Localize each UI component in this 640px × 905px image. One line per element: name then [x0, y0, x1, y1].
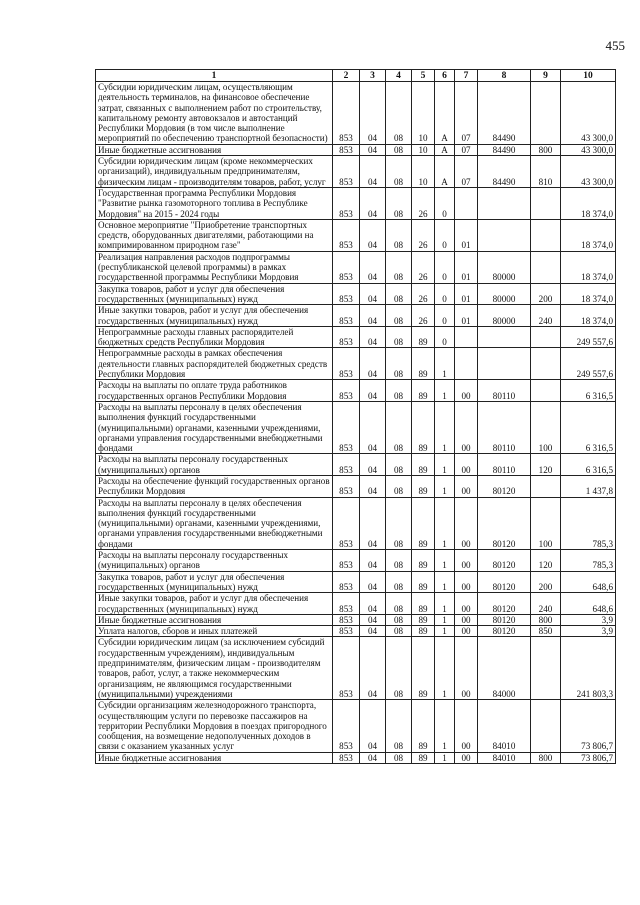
amount: 785,3	[561, 497, 616, 549]
ministry-code: 853	[333, 593, 360, 615]
subprogram-code: 1	[435, 614, 455, 625]
expense-type-code	[531, 187, 561, 219]
table-row	[96, 82, 616, 145]
activity-code: 07	[455, 82, 478, 145]
expense-type-code	[531, 637, 561, 700]
table-row	[96, 571, 616, 593]
activity-code: 00	[455, 550, 478, 572]
section-code: 04	[360, 614, 386, 625]
ministry-code: 853	[333, 251, 360, 283]
ministry-code: 853	[333, 475, 360, 497]
direction-code: 84490	[478, 144, 531, 155]
program-code: 89	[412, 593, 435, 615]
subsection-code: 08	[386, 626, 412, 637]
row-description: Расходы на выплаты персоналу государственных (муниципальных) органов	[96, 550, 333, 572]
row-description: Расходы на выплаты по оплате труда работников государственных органов Республики Мордовия	[96, 380, 333, 402]
subsection-code: 08	[386, 305, 412, 327]
section-code: 04	[360, 637, 386, 700]
program-code: 10	[412, 156, 435, 188]
direction-code	[478, 219, 531, 251]
expense-type-code: 200	[531, 571, 561, 593]
section-code: 04	[360, 144, 386, 155]
row-description: Закупка товаров, работ и услуг для обеспечения государственных (муниципальных) нужд	[96, 283, 333, 305]
table-row	[96, 454, 616, 476]
section-code: 04	[360, 626, 386, 637]
program-code: 89	[412, 614, 435, 625]
direction-code: 80120	[478, 626, 531, 637]
subprogram-code: 0	[435, 326, 455, 348]
direction-code	[478, 348, 531, 380]
direction-code: 80110	[478, 401, 531, 453]
ministry-code: 853	[333, 219, 360, 251]
direction-code: 84490	[478, 82, 531, 145]
page-number: 455	[605, 38, 625, 53]
table-row	[96, 219, 616, 251]
amount: 241 803,3	[561, 637, 616, 700]
table-row	[96, 700, 616, 752]
subsection-code: 08	[386, 454, 412, 476]
program-code: 89	[412, 752, 435, 763]
col-header: 1	[96, 70, 333, 82]
amount: 18 374,0	[561, 187, 616, 219]
program-code: 89	[412, 401, 435, 453]
col-header: 8	[478, 70, 531, 82]
subsection-code: 08	[386, 82, 412, 145]
amount: 43 300,0	[561, 156, 616, 188]
activity-code: 07	[455, 156, 478, 188]
section-code: 04	[360, 454, 386, 476]
ministry-code: 853	[333, 700, 360, 752]
subprogram-code: 0	[435, 187, 455, 219]
ministry-code: 853	[333, 380, 360, 402]
direction-code: 80000	[478, 283, 531, 305]
section-code: 04	[360, 251, 386, 283]
expense-type-code: 810	[531, 156, 561, 188]
subsection-code: 08	[386, 219, 412, 251]
direction-code: 80120	[478, 475, 531, 497]
subprogram-code: А	[435, 156, 455, 188]
col-header: 4	[386, 70, 412, 82]
section-code: 04	[360, 475, 386, 497]
direction-code: 80000	[478, 305, 531, 327]
subprogram-code: 1	[435, 401, 455, 453]
subprogram-code: 1	[435, 475, 455, 497]
program-code: 26	[412, 283, 435, 305]
expense-type-code: 800	[531, 752, 561, 763]
ministry-code: 853	[333, 454, 360, 476]
table-body	[96, 82, 616, 764]
row-description: Государственная программа Республики Мордовия "Развитие рынка газомоторного топлива в Республике Мордовия" на 2015 - 2024 годы	[96, 187, 333, 219]
activity-code	[455, 348, 478, 380]
table-row	[96, 752, 616, 763]
direction-code: 80120	[478, 614, 531, 625]
subprogram-code: 1	[435, 571, 455, 593]
amount: 6 316,5	[561, 401, 616, 453]
table-row	[96, 550, 616, 572]
direction-code: 80120	[478, 593, 531, 615]
direction-code: 80110	[478, 380, 531, 402]
activity-code	[455, 326, 478, 348]
activity-code: 07	[455, 144, 478, 155]
ministry-code: 853	[333, 614, 360, 625]
program-code: 89	[412, 348, 435, 380]
subprogram-code: 1	[435, 700, 455, 752]
subsection-code: 08	[386, 326, 412, 348]
section-code: 04	[360, 571, 386, 593]
ministry-code: 853	[333, 187, 360, 219]
activity-code	[455, 187, 478, 219]
activity-code: 01	[455, 251, 478, 283]
program-code: 26	[412, 305, 435, 327]
expense-type-code: 240	[531, 305, 561, 327]
activity-code: 01	[455, 283, 478, 305]
expense-type-code	[531, 251, 561, 283]
direction-code: 80110	[478, 454, 531, 476]
row-description: Уплата налогов, сборов и иных платежей	[96, 626, 333, 637]
col-header: 10	[561, 70, 616, 82]
subsection-code: 08	[386, 156, 412, 188]
section-code: 04	[360, 752, 386, 763]
activity-code: 00	[455, 454, 478, 476]
subsection-code: 08	[386, 283, 412, 305]
ministry-code: 853	[333, 401, 360, 453]
section-code: 04	[360, 305, 386, 327]
table-row	[96, 251, 616, 283]
ministry-code: 853	[333, 497, 360, 549]
table-row	[96, 156, 616, 188]
row-description: Закупка товаров, работ и услуг для обеспечения государственных (муниципальных) нужд	[96, 571, 333, 593]
direction-code: 80120	[478, 550, 531, 572]
activity-code: 00	[455, 593, 478, 615]
subsection-code: 08	[386, 144, 412, 155]
direction-code: 80120	[478, 497, 531, 549]
activity-code: 00	[455, 700, 478, 752]
program-code: 89	[412, 454, 435, 476]
amount: 3,9	[561, 614, 616, 625]
amount: 648,6	[561, 593, 616, 615]
amount: 249 557,6	[561, 326, 616, 348]
table-row	[96, 187, 616, 219]
program-code: 89	[412, 326, 435, 348]
amount: 18 374,0	[561, 219, 616, 251]
activity-code: 00	[455, 626, 478, 637]
row-description: Иные бюджетные ассигнования	[96, 752, 333, 763]
direction-code: 84000	[478, 637, 531, 700]
expense-type-code	[531, 326, 561, 348]
subsection-code: 08	[386, 497, 412, 549]
subprogram-code: 1	[435, 637, 455, 700]
table-row	[96, 305, 616, 327]
ministry-code: 853	[333, 305, 360, 327]
subprogram-code: 0	[435, 251, 455, 283]
subsection-code: 08	[386, 571, 412, 593]
row-description: Непрограммные расходы в рамках обеспечения деятельности главных распорядителей бюджетных средств Республики Мордовия	[96, 348, 333, 380]
activity-code: 01	[455, 305, 478, 327]
ministry-code: 853	[333, 571, 360, 593]
activity-code: 00	[455, 475, 478, 497]
subprogram-code: 1	[435, 550, 455, 572]
table-row	[96, 283, 616, 305]
ministry-code: 853	[333, 156, 360, 188]
subprogram-code: 1	[435, 380, 455, 402]
amount: 648,6	[561, 571, 616, 593]
direction-code	[478, 187, 531, 219]
table-row	[96, 326, 616, 348]
activity-code: 00	[455, 752, 478, 763]
subprogram-code: 1	[435, 348, 455, 380]
program-code: 89	[412, 626, 435, 637]
section-code: 04	[360, 593, 386, 615]
ministry-code: 853	[333, 283, 360, 305]
section-code: 04	[360, 326, 386, 348]
program-code: 26	[412, 187, 435, 219]
amount: 18 374,0	[561, 251, 616, 283]
ministry-code: 853	[333, 144, 360, 155]
col-header: 6	[435, 70, 455, 82]
row-description: Расходы на выплаты персоналу в целях обеспечения выполнения функций государственными (муниципальными) органами, казенными учреждениями, органами управления государственными внебюджетными фондами	[96, 497, 333, 549]
amount: 18 374,0	[561, 283, 616, 305]
col-header: 7	[455, 70, 478, 82]
subprogram-code: 1	[435, 454, 455, 476]
program-code: 26	[412, 219, 435, 251]
row-description: Расходы на выплаты персоналу государственных (муниципальных) органов	[96, 454, 333, 476]
program-code: 89	[412, 380, 435, 402]
row-description: Расходы на обеспечение функций государственных органов Республики Мордовия	[96, 475, 333, 497]
row-description: Субсидии юридическим лицам, осуществляющим деятельность терминалов, на финансовое обеспечение затрат, связанных с выполнением работ по строительству, капитальному ремонту автовокзалов и автостанций Республики Мордовия (в том числе выполнение мероприятий по обеспечению транспортной безопасности)	[96, 82, 333, 145]
budget-table	[95, 69, 616, 764]
program-code: 89	[412, 700, 435, 752]
subprogram-code: А	[435, 144, 455, 155]
expense-type-code: 120	[531, 550, 561, 572]
table-row	[96, 144, 616, 155]
table-row	[96, 637, 616, 700]
subprogram-code: 1	[435, 497, 455, 549]
activity-code: 00	[455, 497, 478, 549]
row-description: Иные бюджетные ассигнования	[96, 614, 333, 625]
subsection-code: 08	[386, 614, 412, 625]
row-description: Основное мероприятие "Приобретение транспортных средств, оборудованных двигателями, работающими на компримированном природном газе"	[96, 219, 333, 251]
direction-code: 80000	[478, 251, 531, 283]
direction-code: 84010	[478, 700, 531, 752]
subprogram-code: 1	[435, 752, 455, 763]
direction-code: 84010	[478, 752, 531, 763]
subsection-code: 08	[386, 593, 412, 615]
section-code: 04	[360, 187, 386, 219]
row-description: Субсидии юридическим лицам (за исключением субсидий государственным учреждениям), индивидуальным предпринимателям, физическим лицам - производителям товаров, работ, услуг, а также некоммерческим организациям, не являющимся государственными (муниципальными) учреждениями	[96, 637, 333, 700]
amount: 785,3	[561, 550, 616, 572]
expense-type-code: 200	[531, 283, 561, 305]
expense-type-code	[531, 348, 561, 380]
program-code: 89	[412, 475, 435, 497]
table-row	[96, 614, 616, 625]
program-code: 89	[412, 550, 435, 572]
amount: 43 300,0	[561, 144, 616, 155]
ministry-code: 853	[333, 626, 360, 637]
subsection-code: 08	[386, 475, 412, 497]
col-header: 3	[360, 70, 386, 82]
expense-type-code: 800	[531, 144, 561, 155]
direction-code: 84490	[478, 156, 531, 188]
expense-type-code	[531, 82, 561, 145]
table-row	[96, 348, 616, 380]
col-header: 5	[412, 70, 435, 82]
row-description: Непрограммные расходы главных распорядителей бюджетных средств Республики Мордовия	[96, 326, 333, 348]
expense-type-code: 100	[531, 401, 561, 453]
program-code: 89	[412, 571, 435, 593]
table-row	[96, 626, 616, 637]
program-code: 89	[412, 497, 435, 549]
activity-code: 00	[455, 571, 478, 593]
section-code: 04	[360, 550, 386, 572]
expense-type-code: 120	[531, 454, 561, 476]
activity-code: 01	[455, 219, 478, 251]
section-code: 04	[360, 219, 386, 251]
header-row	[96, 70, 616, 82]
amount: 73 806,7	[561, 700, 616, 752]
row-description: Расходы на выплаты персоналу в целях обеспечения выполнения функций государственными (муниципальными) органами, казенными учреждениями, органами управления государственными внебюджетными фондами	[96, 401, 333, 453]
col-header: 2	[333, 70, 360, 82]
expense-type-code	[531, 475, 561, 497]
subprogram-code: 0	[435, 219, 455, 251]
section-code: 04	[360, 380, 386, 402]
subprogram-code: 0	[435, 305, 455, 327]
subsection-code: 08	[386, 251, 412, 283]
subprogram-code: А	[435, 82, 455, 145]
table-row	[96, 401, 616, 453]
expense-type-code	[531, 380, 561, 402]
program-code: 10	[412, 82, 435, 145]
expense-type-code	[531, 700, 561, 752]
ministry-code: 853	[333, 637, 360, 700]
ministry-code: 853	[333, 326, 360, 348]
activity-code: 00	[455, 637, 478, 700]
activity-code: 00	[455, 380, 478, 402]
amount: 6 316,5	[561, 454, 616, 476]
ministry-code: 853	[333, 752, 360, 763]
subsection-code: 08	[386, 380, 412, 402]
table-row	[96, 475, 616, 497]
table-row	[96, 380, 616, 402]
row-description: Иные закупки товаров, работ и услуг для обеспечения государственных (муниципальных) нужд	[96, 305, 333, 327]
expense-type-code: 850	[531, 626, 561, 637]
ministry-code: 853	[333, 82, 360, 145]
subprogram-code: 1	[435, 593, 455, 615]
amount: 73 806,7	[561, 752, 616, 763]
subsection-code: 08	[386, 752, 412, 763]
subsection-code: 08	[386, 700, 412, 752]
direction-code: 80120	[478, 571, 531, 593]
table-row	[96, 593, 616, 615]
section-code: 04	[360, 700, 386, 752]
amount: 1 437,8	[561, 475, 616, 497]
subsection-code: 08	[386, 637, 412, 700]
row-description: Реализация направления расходов подпрограммы (республиканской целевой программы) в рамках государственной программы Республики Мордовия	[96, 251, 333, 283]
activity-code: 00	[455, 401, 478, 453]
subsection-code: 08	[386, 187, 412, 219]
amount: 6 316,5	[561, 380, 616, 402]
amount: 249 557,6	[561, 348, 616, 380]
section-code: 04	[360, 348, 386, 380]
program-code: 10	[412, 144, 435, 155]
amount: 3,9	[561, 626, 616, 637]
subprogram-code: 1	[435, 626, 455, 637]
subprogram-code: 0	[435, 283, 455, 305]
section-code: 04	[360, 283, 386, 305]
table-row	[96, 497, 616, 549]
subsection-code: 08	[386, 401, 412, 453]
col-header: 9	[531, 70, 561, 82]
row-description: Субсидии организациям железнодорожного транспорта, осуществляющим услуги по перевозке пассажиров на территории Республики Мордовия в поездах пригородного сообщения, на возмещение недополученных доходов в связи с оказанием указанных услуг	[96, 700, 333, 752]
row-description: Иные закупки товаров, работ и услуг для обеспечения государственных (муниципальных) нужд	[96, 593, 333, 615]
section-code: 04	[360, 401, 386, 453]
section-code: 04	[360, 497, 386, 549]
ministry-code: 853	[333, 550, 360, 572]
section-code: 04	[360, 156, 386, 188]
row-description: Субсидии юридическим лицам (кроме некоммерческих организаций), индивидуальным предпринимателям, физическим лицам - производителям товаров, работ, услуг	[96, 156, 333, 188]
subsection-code: 08	[386, 550, 412, 572]
amount: 43 300,0	[561, 82, 616, 145]
expense-type-code: 100	[531, 497, 561, 549]
subsection-code: 08	[386, 348, 412, 380]
expense-type-code: 240	[531, 593, 561, 615]
ministry-code: 853	[333, 348, 360, 380]
program-code: 89	[412, 637, 435, 700]
program-code: 26	[412, 251, 435, 283]
section-code: 04	[360, 82, 386, 145]
activity-code: 00	[455, 614, 478, 625]
expense-type-code	[531, 219, 561, 251]
direction-code	[478, 326, 531, 348]
row-description: Иные бюджетные ассигнования	[96, 144, 333, 155]
amount: 18 374,0	[561, 305, 616, 327]
expense-type-code: 800	[531, 614, 561, 625]
